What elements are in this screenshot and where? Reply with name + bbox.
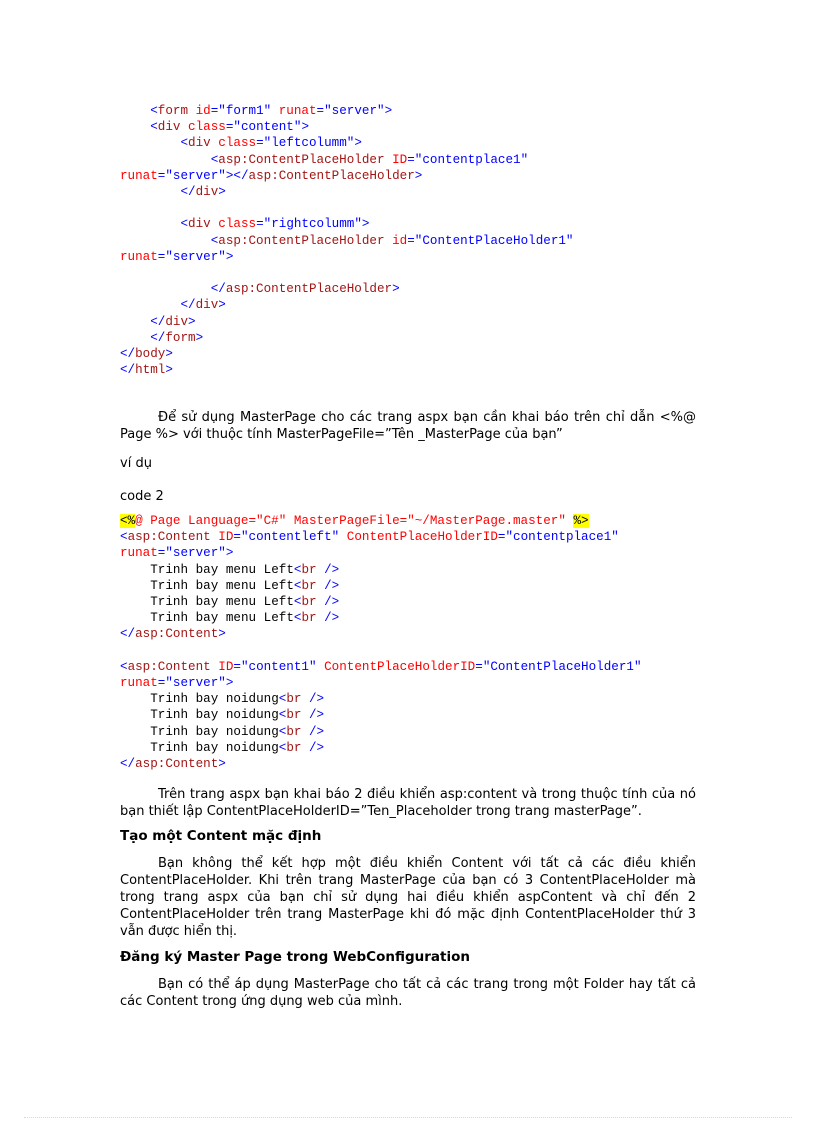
section-heading-webconfig: Đăng ký Master Page trong WebConfiguration [120, 949, 470, 965]
code-line: <asp:Content ID="content1" ContentPlaceHolderID="ContentPlaceHolder1" [120, 659, 642, 674]
code-line: Trinh bay noidung<br /> [150, 692, 325, 707]
code-block-1 [120, 103, 574, 378]
code-line: </body> [120, 347, 173, 362]
code-line: </div> [150, 314, 196, 329]
code-line: </html> [120, 363, 173, 378]
code-line: Trinh bay noidung<br /> [150, 724, 325, 739]
code-line: </asp:Content> [120, 627, 226, 642]
code-line: </form> [150, 330, 204, 345]
code-line: </div> [180, 185, 226, 200]
code-line: Trinh bay menu Left<br /> [150, 611, 340, 626]
code-line: runat="server"> [120, 546, 234, 561]
code-line: Trinh bay noidung<br /> [150, 740, 325, 755]
directive-open: <% [120, 514, 136, 528]
code-line: <form id="form1" runat="server"> [150, 104, 393, 118]
code-line: </div> [180, 298, 226, 313]
code-line: Trinh bay menu Left<br /> [150, 578, 340, 593]
code-line: <div class="content"> [150, 120, 309, 135]
code-line: Trinh bay noidung<br /> [150, 708, 325, 723]
content-paragraph: Trên trang aspx bạn khai báo 2 điều khiển asp:content và trong thuộc tính của nó bạn thiết lập ContentPlaceHolderID=”Ten_Placeholder trong trang masterPage”. [120, 787, 696, 819]
code-line: runat="server"></asp:ContentPlaceHolder> [120, 168, 423, 183]
code-line: runat="server"> [120, 249, 234, 264]
directive-body: @ Page Language="C#" MasterPageFile="~/MasterPage.master" [135, 514, 574, 528]
code-line: <div class="rightcolumm"> [180, 217, 370, 232]
example-label: ví dụ [120, 456, 152, 471]
intro-paragraph: Để sử dụng MasterPage cho các trang aspx bạn cần khai báo trên chỉ dẫn <%@ Page %> với thuộc tính MasterPageFile=”Tên _MasterPage của bạn” [120, 410, 696, 442]
code-line: <asp:ContentPlaceHolder ID="contentplace1" [210, 152, 529, 167]
code-line: </asp:Content> [120, 757, 226, 772]
default-content-paragraph: Bạn không thể kết hợp một điều khiển Content với tất cả các điều khiển ContentPlaceHolder. Khi trên trang MasterPage của bạn có 3 ContentPlaceHolder mà trong trang aspx của bạn chỉ sử dụng hai điều khiển aspContent và chỉ đến 2 ContentPlaceHolder trên trang MasterPage khi đó mặc định ContentPlaceHolder thứ 3 vẫn được hiển thị. [120, 856, 696, 939]
page-bottom-rule [24, 1117, 792, 1118]
code-block-2 [120, 513, 642, 772]
code-label: code 2 [120, 489, 164, 504]
code-line: runat="server"> [120, 676, 234, 691]
code-line: <asp:Content ID="contentleft" ContentPlaceHolderID="contentplace1" [120, 530, 619, 545]
code-line: Trinh bay menu Left<br /> [150, 595, 340, 610]
directive-line [120, 514, 589, 528]
code-line: <div class="leftcolumm"> [180, 136, 362, 151]
code-line: Trinh bay menu Left<br /> [150, 562, 340, 577]
code-line: </asp:ContentPlaceHolder> [210, 282, 400, 297]
directive-close: %> [573, 514, 589, 528]
section-heading-default-content: Tạo một Content mặc định [120, 828, 322, 844]
webconfig-paragraph: Bạn có thể áp dụng MasterPage cho tất cả các trang trong một Folder hay tất cả các Content trong ứng dụng web của mình. [120, 977, 696, 1009]
code-line: <asp:ContentPlaceHolder id="ContentPlaceHolder1" [210, 233, 574, 248]
code-block-2-body [120, 530, 642, 771]
